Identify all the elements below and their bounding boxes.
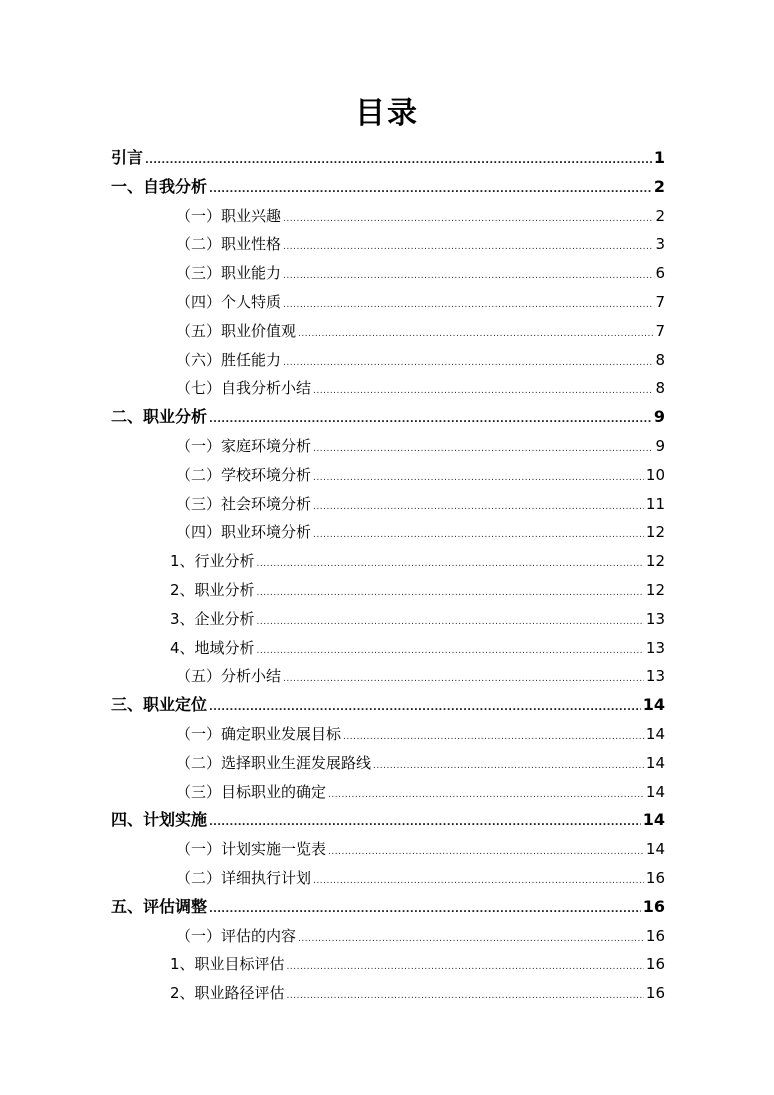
toc-entry-label: 4、地域分析 xyxy=(170,638,255,657)
toc-entry-label: （三）目标职业的确定 xyxy=(176,782,327,801)
toc-entry-label: 2、职业分析 xyxy=(170,580,255,599)
dot-leader xyxy=(343,733,644,742)
toc-entry[interactable] xyxy=(176,461,665,490)
toc-entry[interactable] xyxy=(176,202,665,231)
toc-entry-label: 3、企业分析 xyxy=(170,609,255,628)
toc-entry-page-number: 16 xyxy=(645,955,665,974)
dot-leader xyxy=(209,415,652,425)
toc-entry-page-number: 7 xyxy=(655,292,665,311)
toc-entry-page-number: 9 xyxy=(655,436,665,455)
toc-entry-label: 2、职业路径评估 xyxy=(170,984,285,1003)
dot-leader xyxy=(257,589,644,598)
toc-entry-page-number: 12 xyxy=(645,552,665,571)
toc-entry-label: 四、计划实施 xyxy=(111,810,208,830)
dot-leader xyxy=(313,503,644,512)
toc-entry-page-number: 8 xyxy=(655,350,665,369)
dot-leader xyxy=(209,905,641,915)
dot-leader xyxy=(209,818,641,828)
toc-entry[interactable] xyxy=(170,950,665,979)
toc-entry[interactable] xyxy=(176,778,665,807)
dot-leader xyxy=(283,675,644,684)
toc-entry[interactable] xyxy=(176,864,665,893)
toc-entry-label: 引言 xyxy=(111,148,144,167)
toc-entry-label: 五、评估调整 xyxy=(111,896,208,916)
toc-entry-label: （一）职业兴趣 xyxy=(176,206,282,225)
toc-entry-page-number: 16 xyxy=(642,896,665,916)
toc-entry-page-number: 2 xyxy=(653,176,665,196)
toc-entry-page-number: 14 xyxy=(645,724,665,743)
toc-entry[interactable] xyxy=(176,346,665,375)
toc-entry-page-number: 1 xyxy=(653,148,665,167)
dot-leader xyxy=(298,935,644,944)
toc-entry-label: （三）社会环境分析 xyxy=(176,494,312,513)
toc-entry[interactable] xyxy=(111,173,665,202)
dot-leader xyxy=(313,877,644,886)
dot-leader xyxy=(287,992,644,1001)
toc-entry[interactable] xyxy=(176,922,665,951)
dot-leader xyxy=(313,531,644,540)
toc-entry[interactable] xyxy=(176,259,665,288)
toc-entry[interactable] xyxy=(176,317,665,346)
toc-entry-label: （二）学校环境分析 xyxy=(176,465,312,484)
toc-entry[interactable] xyxy=(170,979,665,1008)
toc-entry[interactable] xyxy=(176,374,665,403)
toc-entry-label: （一）计划实施一览表 xyxy=(176,840,327,859)
toc-entry-label: 1、职业目标评估 xyxy=(170,955,285,974)
toc-entry-label: 二、职业分析 xyxy=(111,407,208,427)
dot-leader xyxy=(287,963,644,972)
toc-entry[interactable] xyxy=(176,288,665,317)
toc-entry[interactable] xyxy=(176,662,665,691)
toc-entry[interactable] xyxy=(170,547,665,576)
toc-entry-page-number: 13 xyxy=(645,667,665,686)
toc-entry-page-number: 3 xyxy=(655,235,665,254)
dot-leader xyxy=(283,359,653,368)
toc-entry-label: （一）确定职业发展目标 xyxy=(176,724,342,743)
dot-leader xyxy=(257,560,644,569)
toc-entry-page-number: 14 xyxy=(642,695,665,715)
toc-entry-page-number: 14 xyxy=(645,753,665,772)
dot-leader xyxy=(283,301,653,310)
toc-entry[interactable] xyxy=(176,749,665,778)
toc-entry[interactable] xyxy=(176,518,665,547)
toc-entry-page-number: 9 xyxy=(653,407,665,427)
toc-entry[interactable] xyxy=(176,230,665,259)
toc-entry-page-number: 16 xyxy=(645,984,665,1003)
dot-leader xyxy=(373,762,644,771)
toc-entry-label: （二）选择职业生涯发展路线 xyxy=(176,753,372,772)
toc-entry-label: 1、行业分析 xyxy=(170,552,255,571)
dot-leader xyxy=(313,474,644,483)
dot-leader xyxy=(313,387,653,396)
dot-leader xyxy=(313,445,653,454)
toc-entry-label: （五）分析小结 xyxy=(176,667,282,686)
toc-entry-page-number: 12 xyxy=(645,523,665,542)
dot-leader xyxy=(298,330,653,339)
toc-entry-page-number: 14 xyxy=(645,840,665,859)
dot-leader xyxy=(328,848,644,857)
toc-entry[interactable] xyxy=(170,634,665,663)
toc-entry[interactable] xyxy=(176,490,665,519)
toc-entry-page-number: 11 xyxy=(645,494,665,513)
table-of-contents xyxy=(0,144,774,1008)
toc-entry-page-number: 16 xyxy=(645,868,665,887)
dot-leader xyxy=(283,243,653,252)
toc-entry-page-number: 6 xyxy=(655,264,665,283)
toc-entry-label: （三）职业能力 xyxy=(176,264,282,283)
dot-leader xyxy=(283,272,653,281)
toc-entry-label: （二）职业性格 xyxy=(176,235,282,254)
toc-title: 目录 xyxy=(355,96,419,131)
toc-entry[interactable] xyxy=(111,144,665,173)
dot-leader xyxy=(328,791,644,800)
toc-entry-label: （一）评估的内容 xyxy=(176,926,297,945)
toc-entry[interactable] xyxy=(111,691,665,720)
toc-entry-page-number: 13 xyxy=(645,638,665,657)
toc-entry-label: （一）家庭环境分析 xyxy=(176,436,312,455)
toc-entry[interactable] xyxy=(111,893,665,922)
toc-entry-label: （六）胜任能力 xyxy=(176,350,282,369)
toc-entry-page-number: 14 xyxy=(642,810,665,830)
toc-entry-page-number: 14 xyxy=(645,782,665,801)
toc-entry-label: （五）职业价值观 xyxy=(176,321,297,340)
dot-leader xyxy=(257,618,644,627)
toc-entry-page-number: 10 xyxy=(645,465,665,484)
toc-entry-label: 三、职业定位 xyxy=(111,695,208,715)
dot-leader xyxy=(145,156,652,166)
toc-entry-label: （四）职业环境分析 xyxy=(176,523,312,542)
toc-entry-label: 一、自我分析 xyxy=(111,176,208,196)
dot-leader xyxy=(209,703,641,713)
dot-leader xyxy=(283,215,653,224)
toc-entry[interactable] xyxy=(170,605,665,634)
toc-entry-page-number: 2 xyxy=(655,206,665,225)
toc-entry-page-number: 12 xyxy=(645,580,665,599)
toc-entry-page-number: 7 xyxy=(655,321,665,340)
toc-entry-page-number: 8 xyxy=(655,379,665,398)
toc-entry[interactable] xyxy=(170,576,665,605)
toc-entry[interactable] xyxy=(111,806,665,835)
toc-entry[interactable] xyxy=(176,432,665,461)
toc-entry-label: （七）自我分析小结 xyxy=(176,379,312,398)
toc-entry-label: （四）个人特质 xyxy=(176,292,282,311)
toc-entry-label: （二）详细执行计划 xyxy=(176,868,312,887)
toc-entry[interactable] xyxy=(176,835,665,864)
dot-leader xyxy=(257,647,644,656)
toc-entry[interactable] xyxy=(111,403,665,432)
toc-entry-page-number: 13 xyxy=(645,609,665,628)
toc-entry[interactable] xyxy=(176,720,665,749)
dot-leader xyxy=(209,185,652,195)
toc-entry-page-number: 16 xyxy=(645,926,665,945)
